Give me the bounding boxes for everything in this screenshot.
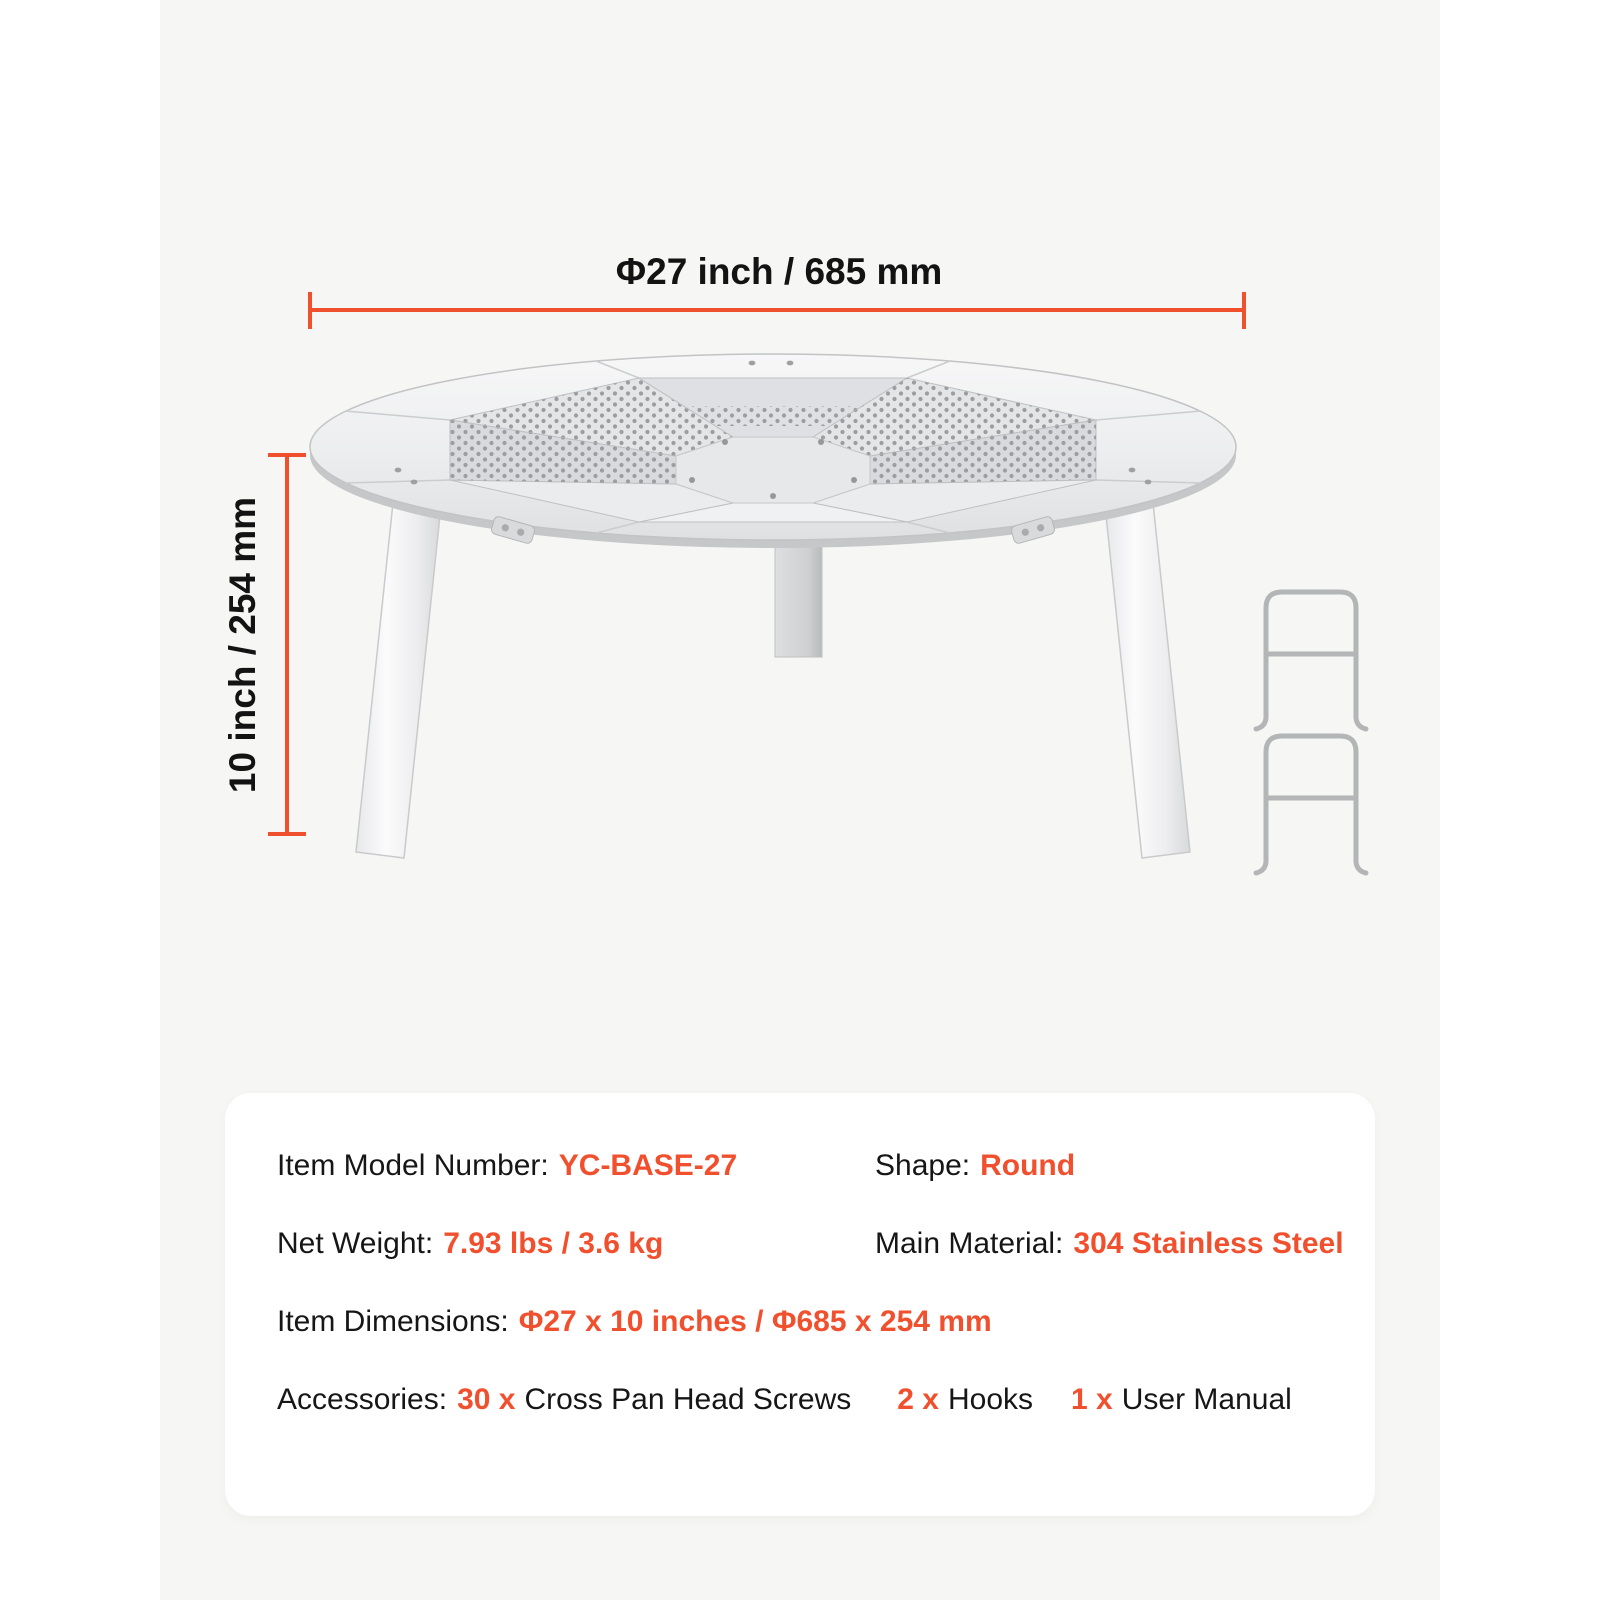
spec-shape-value: Round — [980, 1149, 1076, 1182]
rear-leg — [775, 535, 822, 657]
height-label-text: 10 inch / 254 mm — [222, 496, 263, 794]
product-illustration — [280, 330, 1270, 880]
accessory-3-qty: 1 x — [1071, 1383, 1113, 1416]
spec-card — [225, 1093, 1375, 1516]
spec-dimensions — [277, 1300, 992, 1344]
spec-dimensions-label: Item Dimensions: — [277, 1305, 509, 1338]
dimension-tick-right — [1242, 292, 1246, 329]
hook-2 — [1256, 736, 1366, 873]
accessory-1-name: Cross Pan Head Screws — [524, 1383, 852, 1416]
fire-bowl — [450, 378, 1096, 522]
dimension-bar-horizontal — [308, 308, 1246, 312]
spec-shape — [875, 1144, 1075, 1188]
spec-model — [277, 1144, 737, 1188]
hook-1 — [1256, 592, 1366, 729]
spec-weight — [277, 1222, 663, 1266]
hooks-illustration — [1240, 570, 1380, 880]
diameter-label-text: Φ27 inch / 685 mm — [615, 251, 943, 292]
front-right-leg — [1105, 503, 1190, 858]
spec-material-value: 304 Stainless Steel — [1073, 1227, 1344, 1260]
spec-accessories-label: Accessories: — [277, 1383, 448, 1416]
spec-dimensions-value: Φ27 x 10 inches / Φ685 x 254 mm — [518, 1305, 992, 1338]
accessory-2-qty: 2 x — [897, 1383, 939, 1416]
front-left-leg — [356, 503, 441, 858]
spec-model-value: YC-BASE-27 — [558, 1149, 738, 1182]
accessory-1-qty: 30 x — [457, 1383, 516, 1416]
spec-weight-label: Net Weight: — [277, 1227, 434, 1260]
spec-material-label: Main Material: — [875, 1227, 1064, 1260]
accessory-3-name: User Manual — [1121, 1383, 1292, 1416]
spec-shape-label: Shape: — [875, 1149, 971, 1182]
spec-weight-value: 7.93 lbs / 3.6 kg — [443, 1227, 664, 1260]
spec-material — [875, 1222, 1344, 1266]
accessory-2-name: Hooks — [947, 1383, 1034, 1416]
spec-accessories — [277, 1378, 1292, 1422]
diameter-dimension-line — [308, 292, 1246, 329]
spec-model-label: Item Model Number: — [277, 1149, 549, 1182]
